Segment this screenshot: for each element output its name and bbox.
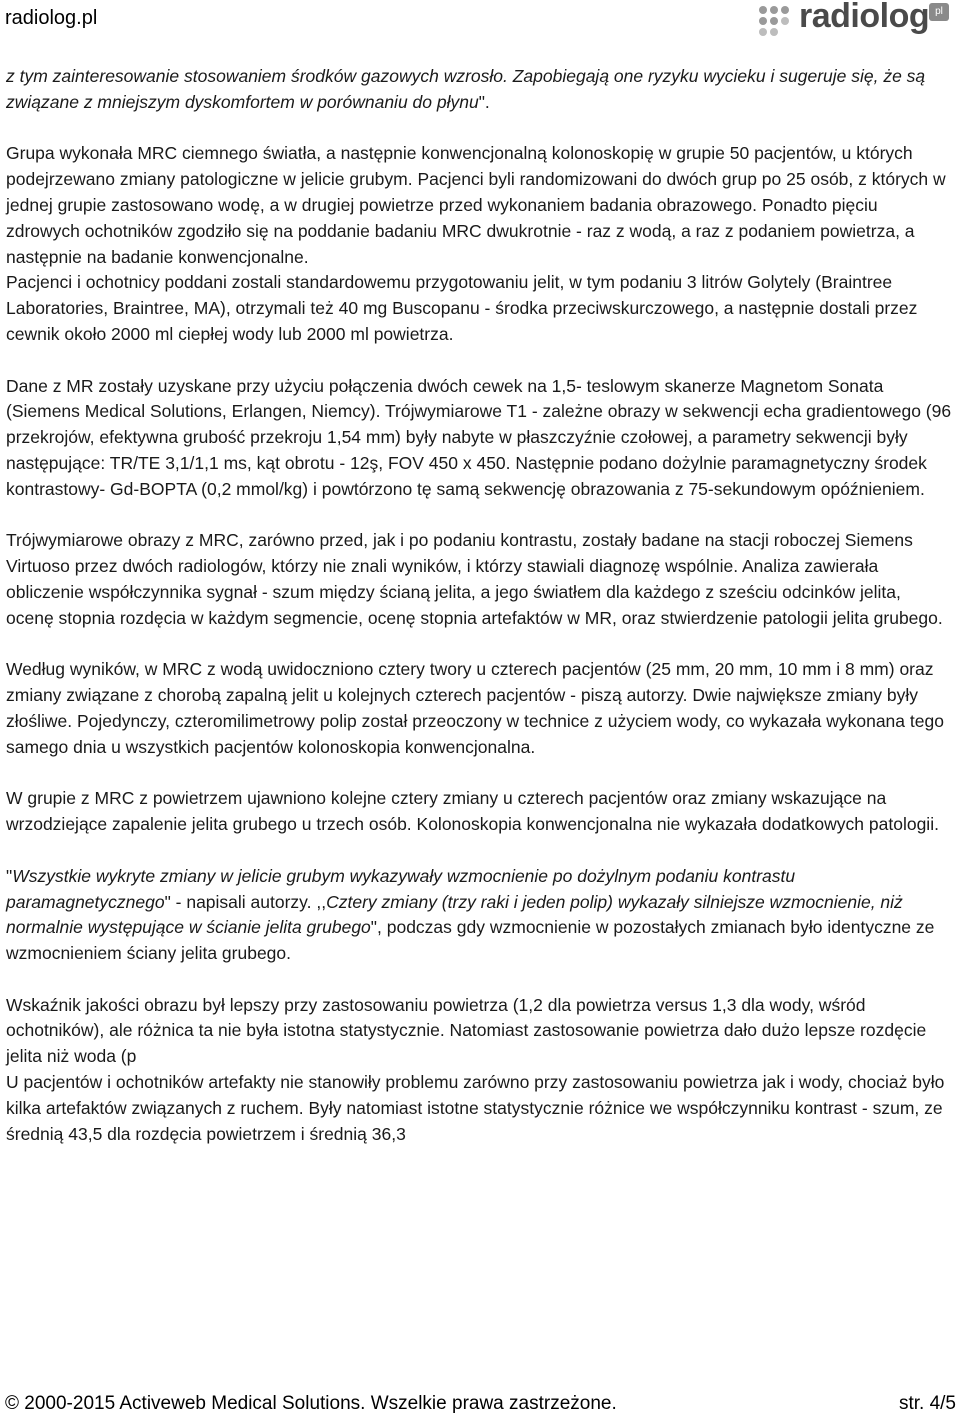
article-paragraph (6, 786, 952, 838)
article-paragraph (6, 528, 952, 631)
page-number: str. 4/5 (898, 1393, 956, 1414)
article-paragraph (6, 270, 952, 347)
page-footer (0, 1393, 960, 1419)
paragraph-gap (6, 116, 952, 142)
paragraph-text: Według wyników, w MRC z wodą uwidoczniono cztery twory u czterech pacjentów (25 mm, 20 mm, 10 mm i 8 mm) oraz zmiany związane z chorobą zapalną jelit u kolejnych czterech pacjentów - piszą autorzy. Dwie największe zmiany były złośliwe. Pojedynczy, czteromilimetrowy polip został przeoczony w technice z użyciem wody, co wykazała wykonana tego samego dnia u wszystkich pacjentów kolonoskopia konwencjonalna. (6, 659, 944, 757)
paragraph-text: Dane z MR zostały uzyskane przy użyciu połączenia dwóch cewek na 1,5- teslowym skanerze Magnetom Sonata (Siemens Medical Solutions, Erlangen, Niemcy). Trójwymiarowe T1 - zależne obrazy w sekwencji echa gradientowego (96 przekrojów, efektywna grubość przekroju 1,54 mm) były nabyte w płaszczyźnie czołowej, a parametry sekwencji były następujące: TR/TE 3,1/1,1 ms, kąt obrotu - 12ş, FOV 450 x 450. Następnie podano dożylnie paramagnetyczny środek kontrastowy- Gd-BOPTA (0,2 mmol/kg) i powtórzono tę samą sekwencję obrazowania z 75-sekundowym opóźnieniem. (6, 375, 952, 499)
paragraph-gap (6, 761, 952, 787)
logo-dots-icon (757, 4, 797, 40)
paragraph-gap (6, 348, 952, 374)
radiolog-logo[interactable] (757, 0, 957, 42)
logo-text: radiolog (799, 0, 930, 35)
quote-text: z tym zainteresowanie stosowaniem środków gazowych wzrosło. Zapobiegają one ryzyku wycieku i sugeruje się, że są związane z mniejszym dyskomfortem w porównaniu do płynu (6, 66, 926, 112)
paragraph-text: W grupie z MRC z powietrzem ujawniono kolejne cztery zmiany u czterech pacjentów oraz zmiany wskazujące na wrzodziejące zapalenie jelita grubego u trzech osób. Kolonoskopia konwencjonalna nie wykazała dodatkowych patologii. (6, 788, 939, 835)
logo-badge: pl (929, 3, 949, 21)
article-paragraph (6, 141, 952, 270)
quote-text: Cztery zmiany (trzy raki i jeden polip) wykazały silniejsze wzmocnienie, niż normalnie występujące w ścianie jelita grubego (6, 891, 903, 938)
article-paragraph (6, 374, 952, 503)
paragraph-text: U pacjentów i ochotników artefakty nie stanowiły problemu zarówno przy zastosowaniu powietrza jak i wody, chociaż było kilka artefaktów związanych z ruchem. Były natomiast istotne statystycznie różnice we współczynniku kontrast - szum, ze średnią 43,5 dla rozdęcia powietrzem i średnią 36,3 (6, 1072, 945, 1144)
paragraph-gap (6, 632, 952, 658)
paragraph-text: ", podczas gdy wzmocnienie w pozostałych zmianach było identyczne ze wzmocnieniem ściany jelita grubego. (6, 917, 935, 964)
site-name[interactable]: radiolog.pl (5, 7, 98, 29)
article-paragraph (6, 64, 952, 116)
article-paragraph (6, 657, 952, 760)
paragraph-gap (6, 967, 952, 993)
paragraph-text: Pacjenci i ochotnicy poddani zostali standardowemu przygotowaniu jelit, w tym podaniu 3 litrów Golytely (Braintree Laboratories, Braintree, MA), otrzymali też 40 mg Buscopanu - środka przeciwskurczowego, a następnie dostali przez cewnik około 2000 ml ciepłej wody lub 2000 ml powietrza. (6, 272, 918, 344)
quote-text: Wszystkie wykryte zmiany w jelicie grubym wykazywały wzmocnienie po dożylnym podaniu kontrastu paramagnetycznego (6, 865, 796, 912)
copyright-text: © 2000-2015 Activeweb Medical Solutions. Wszelkie prawa zastrzeżone. (5, 1393, 617, 1414)
paragraph-text: Grupa wykonała MRC ciemnego światła, a następnie konwencjonalną kolonoskopię w grupie 50 pacjentów, u których podejrzewano zmiany patologiczne w jelicie grubym. Pacjenci byli randomizowani do dwóch grup po 25 osób, z których w jednej grupie zastosowano wodę, a w drugiej powietrze przed wykonaniem badania obrazowego. Ponadto pięciu zdrowych ochotników zgodziło się na poddanie badaniu MRC dwukrotnie - raz z wodą, a raz z podaniem powietrza, a następnie na badanie konwencjonalne. (6, 143, 946, 267)
page-header (0, 0, 960, 44)
paragraph-text: Wskaźnik jakości obrazu był lepszy przy zastosowaniu powietrza (1,2 dla powietrza versus 1,3 dla wody, wśród ochotników), ale różnica ta nie była istotna statystycznie. Natomiast zastosowanie powietrza dało dużo lepsze rozdęcie jelita niż woda (p (6, 994, 927, 1067)
paragraph-text: " - napisali autorzy. ,, (164, 891, 327, 912)
paragraph-text: Trójwymiarowe obrazy z MRC, zarówno przed, jak i po podaniu kontrastu, zostały badane na stacji roboczej Siemens Virtuoso przez dwóch radiologów, którzy nie znali wyników, i którzy stawiali diagnozę wspólnie. Analiza zawierała obliczenie współczynnika sygnał - szum między ścianą jelita, a jego światłem dla każdego z sześciu odcinków jelita, ocenę stopnia rozdęcia w każdym segmencie, ocenę stopnia artefaktów w MR, oraz stwierdzenie patologii jelita grubego. (6, 530, 943, 628)
article-paragraph (6, 1070, 952, 1147)
article-paragraph (6, 993, 952, 1070)
paragraph-gap (6, 503, 952, 529)
article-paragraph (6, 864, 952, 967)
paragraph-text: " (6, 865, 13, 886)
paragraph-gap (6, 838, 952, 864)
article-body (6, 64, 952, 1147)
paragraph-text: ". (478, 91, 490, 112)
